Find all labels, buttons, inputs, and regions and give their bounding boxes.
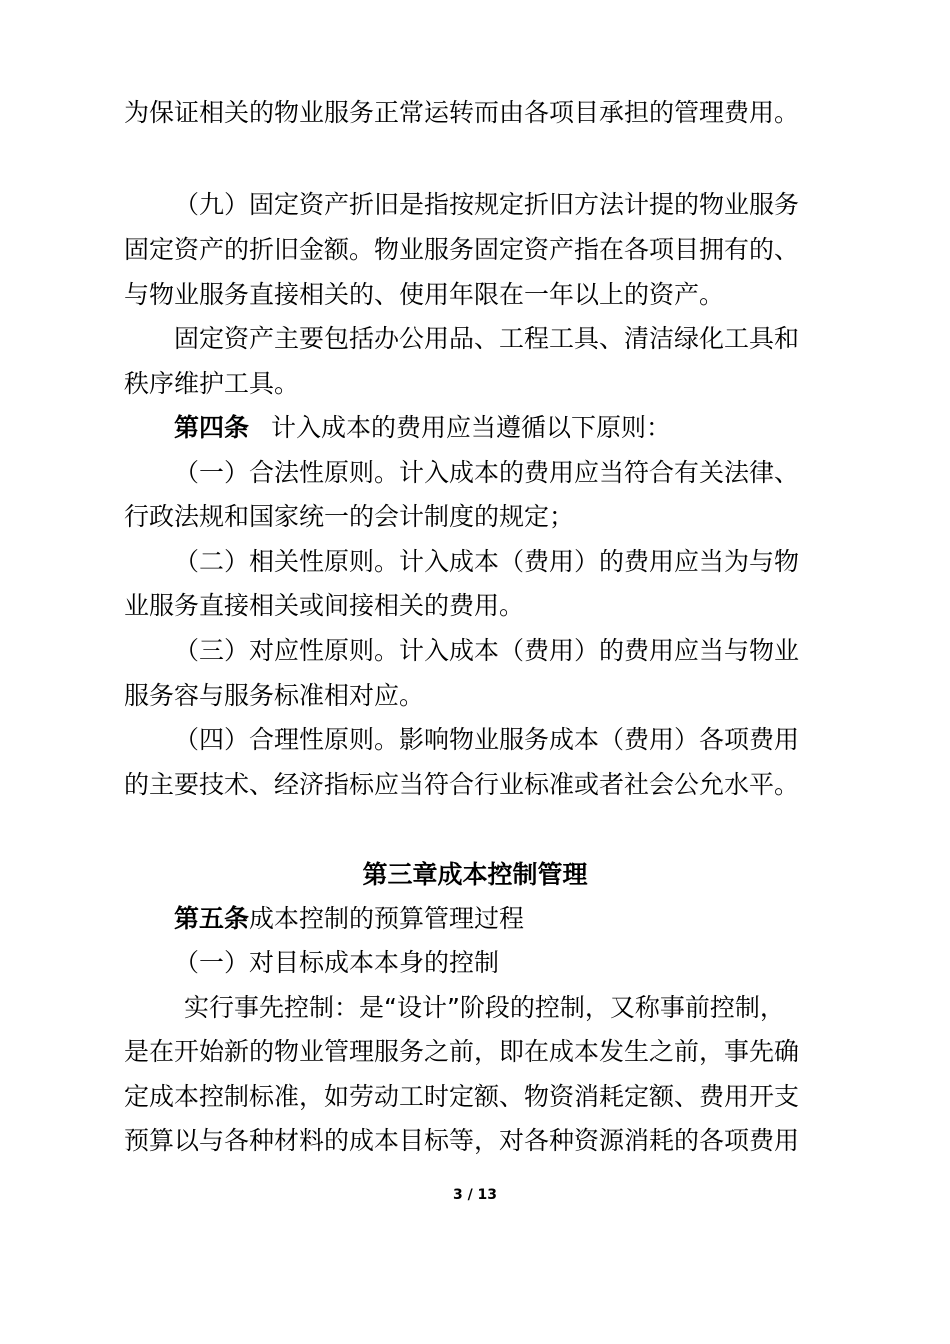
paragraph-line: 固定资产的折旧金额。物业服务固定资产指在各项目拥有的、 xyxy=(124,235,800,264)
paragraph-line: （一）合法性原则。计入成本的费用应当符合有关法律、 xyxy=(174,458,800,487)
article-number: 第五条 xyxy=(174,904,250,933)
article-text: 成本控制的预算管理过程 xyxy=(249,904,525,933)
paragraph-line: 秩序维护工具。 xyxy=(124,369,300,398)
article-line xyxy=(174,411,671,445)
chapter-heading: 第三章成本控制管理 xyxy=(362,860,588,889)
paragraph-line: 是在开始新的物业管理服务之前，即在成本发生之前，事先确 xyxy=(124,1037,800,1066)
article-line xyxy=(174,902,524,936)
paragraph-line: 业服务直接相关或间接相关的费用。 xyxy=(124,591,525,620)
paragraph-line: （二）相关性原则。计入成本（费用）的费用应当为与物 xyxy=(174,547,800,576)
paragraph-line: （九）固定资产折旧是指按规定折旧方法计提的物业服务 xyxy=(174,190,800,219)
paragraph-line: 预算以与各种材料的成本目标等，对各种资源消耗的各项费用 xyxy=(124,1126,800,1155)
paragraph-line: 定成本控制标准，如劳动工时定额、物资消耗定额、费用开支 xyxy=(124,1082,800,1111)
paragraph-line: 行政法规和国家统一的会计制度的规定； xyxy=(124,502,575,531)
page-number: 3 / 13 xyxy=(452,1187,498,1203)
paragraph-line: 与物业服务直接相关的、使用年限在一年以上的资产。 xyxy=(124,280,725,309)
paragraph-line: 服务容与服务标准相对应。 xyxy=(124,681,425,710)
paragraph-line: （四）合理性原则。影响物业服务成本（费用）各项费用 xyxy=(174,725,800,754)
article-number: 第四条 xyxy=(174,413,250,442)
article-text: 计入成本的费用应当遵循以下原则： xyxy=(270,413,671,442)
paragraph-line: 为保证相关的物业服务正常运转而由各项目承担的管理费用。 xyxy=(124,98,800,127)
paragraph-line: （一）对目标成本本身的控制 xyxy=(174,948,500,977)
paragraph-line: 固定资产主要包括办公用品、工程工具、清洁绿化工具和 xyxy=(174,324,800,353)
paragraph-line: 的主要技术、经济指标应当符合行业标准或者社会公允水平。 xyxy=(124,770,800,799)
paragraph-line: （三）对应性原则。计入成本（费用）的费用应当与物业 xyxy=(174,636,800,665)
paragraph-line: 实行事先控制：是“设计”阶段的控制，又称事前控制， xyxy=(184,993,785,1022)
